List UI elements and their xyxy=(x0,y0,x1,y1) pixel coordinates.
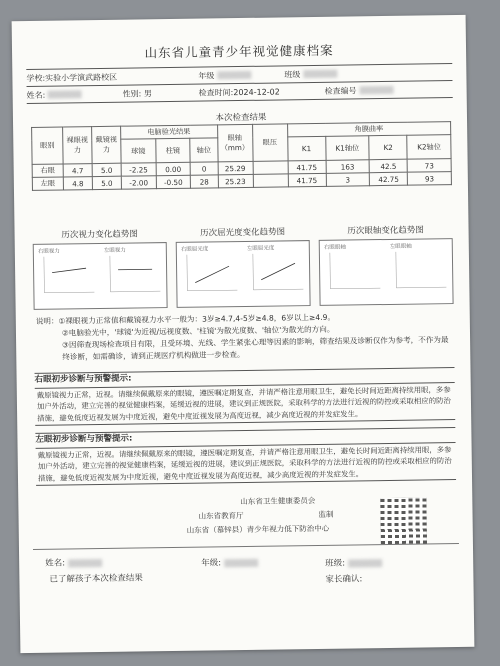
date-field: 检查时间:2024-12-02 xyxy=(198,86,280,98)
header-k1-axis: K1轴位 xyxy=(325,136,369,161)
footer-grade-label: 年级: xyxy=(201,558,222,569)
gender-field: 性别: 男 xyxy=(122,88,152,99)
left-eye-body: 戴原镜视力正常，近视。请继续佩戴原来的眼镜，遵医嘱定期复查，并请严格注意用眼卫生，避免长时间近距离持续用眼，多参加户外活动，建立完善的视觉健康档案，延缓近视的进展，建议到正规医院，采取科学的方法进行近视的防控或采取相应的防治措施，避免低度近视发展为中度近视，避免中度近视发展为高度近视，减少高度近视的并发症发生。 xyxy=(37,444,452,483)
header-sphere: 球镜 xyxy=(121,139,156,163)
org-prevention-center: 山东省（慕锌县）青少年视力低下防治中心 xyxy=(186,523,330,535)
org-education-dept: 山东省教育厅 xyxy=(198,511,244,521)
left-eye-heading: 左眼初步诊断与预警提示: xyxy=(35,428,455,448)
explanation-notes xyxy=(36,310,455,364)
redacted-id xyxy=(359,86,393,94)
table-row: 左眼 4.8 5.0 -2.00 -0.50 28 25.23 41.75 3 42.75 93 xyxy=(32,172,451,191)
header-naked: 裸眼视力 xyxy=(63,127,93,164)
header-refraction: 电脑验光结果 xyxy=(121,125,218,139)
parent-confirm-label: 家长确认: xyxy=(325,574,363,585)
header-axis: 轴位 xyxy=(190,138,218,162)
redacted-name xyxy=(48,90,82,98)
qr-code xyxy=(380,497,427,544)
acknowledgement-text: 已了解孩子本次检查结果 xyxy=(49,573,143,585)
school-value: 实验小学演武路校区 xyxy=(45,72,118,83)
table-row: 右眼 4.7 5.0 -2.25 0.00 0 25.29 41.75 163 42.5 73 xyxy=(32,159,451,178)
redacted-grade xyxy=(217,71,251,79)
trend-charts xyxy=(33,223,454,311)
header-k2-axis: K2轴位 xyxy=(407,135,451,160)
vision-trend-chart: 历次视力变化趋势图 右眼视力 左眼视力 xyxy=(33,227,168,311)
results-caption: 本次检查结果 xyxy=(215,112,267,124)
footer-class-label: 班级: xyxy=(325,558,346,569)
document-title: 山东省儿童青少年视觉健康档案 xyxy=(144,42,334,61)
tear-line xyxy=(33,543,459,550)
right-eye-body: 戴原镜视力正常，近视。请继续佩戴原来的眼镜，遵医嘱定期复查，并请严格注意用眼卫生，避免长时间近距离持续用眼，多参加户外活动，建立完善的视觉健康档案，延缓近视的进展，建议到正规医院，采取科学的方法进行近视的防控或采取相应的防治措施，避免低度近视发展为中度近视，避免中度近视发展为高度近视，减少高度近视的并发症发生。 xyxy=(36,384,451,423)
header-glasses: 戴镜视力 xyxy=(92,126,122,163)
header-k1: K1 xyxy=(287,136,325,161)
chart-title: 历次屈光度变化趋势图 xyxy=(200,227,286,239)
axial-trend-chart: 历次眼轴变化趋势图 右眼眼轴 左眼眼轴 xyxy=(318,223,453,307)
redacted-class xyxy=(303,70,337,78)
school-field: 学校:实验小学演武路校区 xyxy=(26,72,118,83)
name-field: 姓名: xyxy=(27,88,123,100)
left-eye-advice xyxy=(35,427,456,486)
class-field: 班级 xyxy=(284,68,337,80)
header-k2: K2 xyxy=(369,135,407,160)
footer-name-label: 姓名: xyxy=(45,558,66,569)
health-record-paper xyxy=(12,15,475,653)
note-2: ②电脑验光中，'球镜'为近视/远视度数、'柱镜'为散光度数、'轴位'为散光的方向。 xyxy=(61,324,335,338)
grade-field: 年级 xyxy=(198,69,284,81)
header-axial: 眼轴（mm） xyxy=(217,124,253,161)
chart-title: 历次视力变化趋势图 xyxy=(61,229,138,241)
header-iop: 眼压 xyxy=(252,124,288,161)
results-table xyxy=(31,107,452,191)
note-1: 说明：①裸眼视力正常值和戴镜视力水平一般为：3岁≥4.7,4-5岁≥4.8，6岁以上≥4.9。 xyxy=(35,312,336,326)
note-3: ③因筛查现场检查项目有限，且受环境、光线、学生紧张心理等因素的影响，筛查结果及诊断仅作为参考，不作为最终诊断，如需确诊，请到正规医疗机构做进一步检查。 xyxy=(62,335,449,362)
student-info xyxy=(26,63,452,104)
supervised-label: 监制 xyxy=(318,509,334,519)
header-curvature: 角膜曲率 xyxy=(287,122,451,137)
refraction-trend-chart: 历次屈光度变化趋势图 右眼屈光度 左眼屈光度 xyxy=(175,225,310,309)
right-eye-heading: 右眼初步诊断与预警提示: xyxy=(35,368,455,388)
right-eye-advice xyxy=(35,367,456,426)
org-health-commission: 山东省卫生健康委员会 xyxy=(240,496,316,507)
header-cylinder: 柱镜 xyxy=(155,138,190,162)
exam-id-field: 检查编号 xyxy=(325,84,394,96)
header-eye: 眼别 xyxy=(32,127,64,164)
chart-title: 历次眼轴变化趋势图 xyxy=(347,225,424,237)
